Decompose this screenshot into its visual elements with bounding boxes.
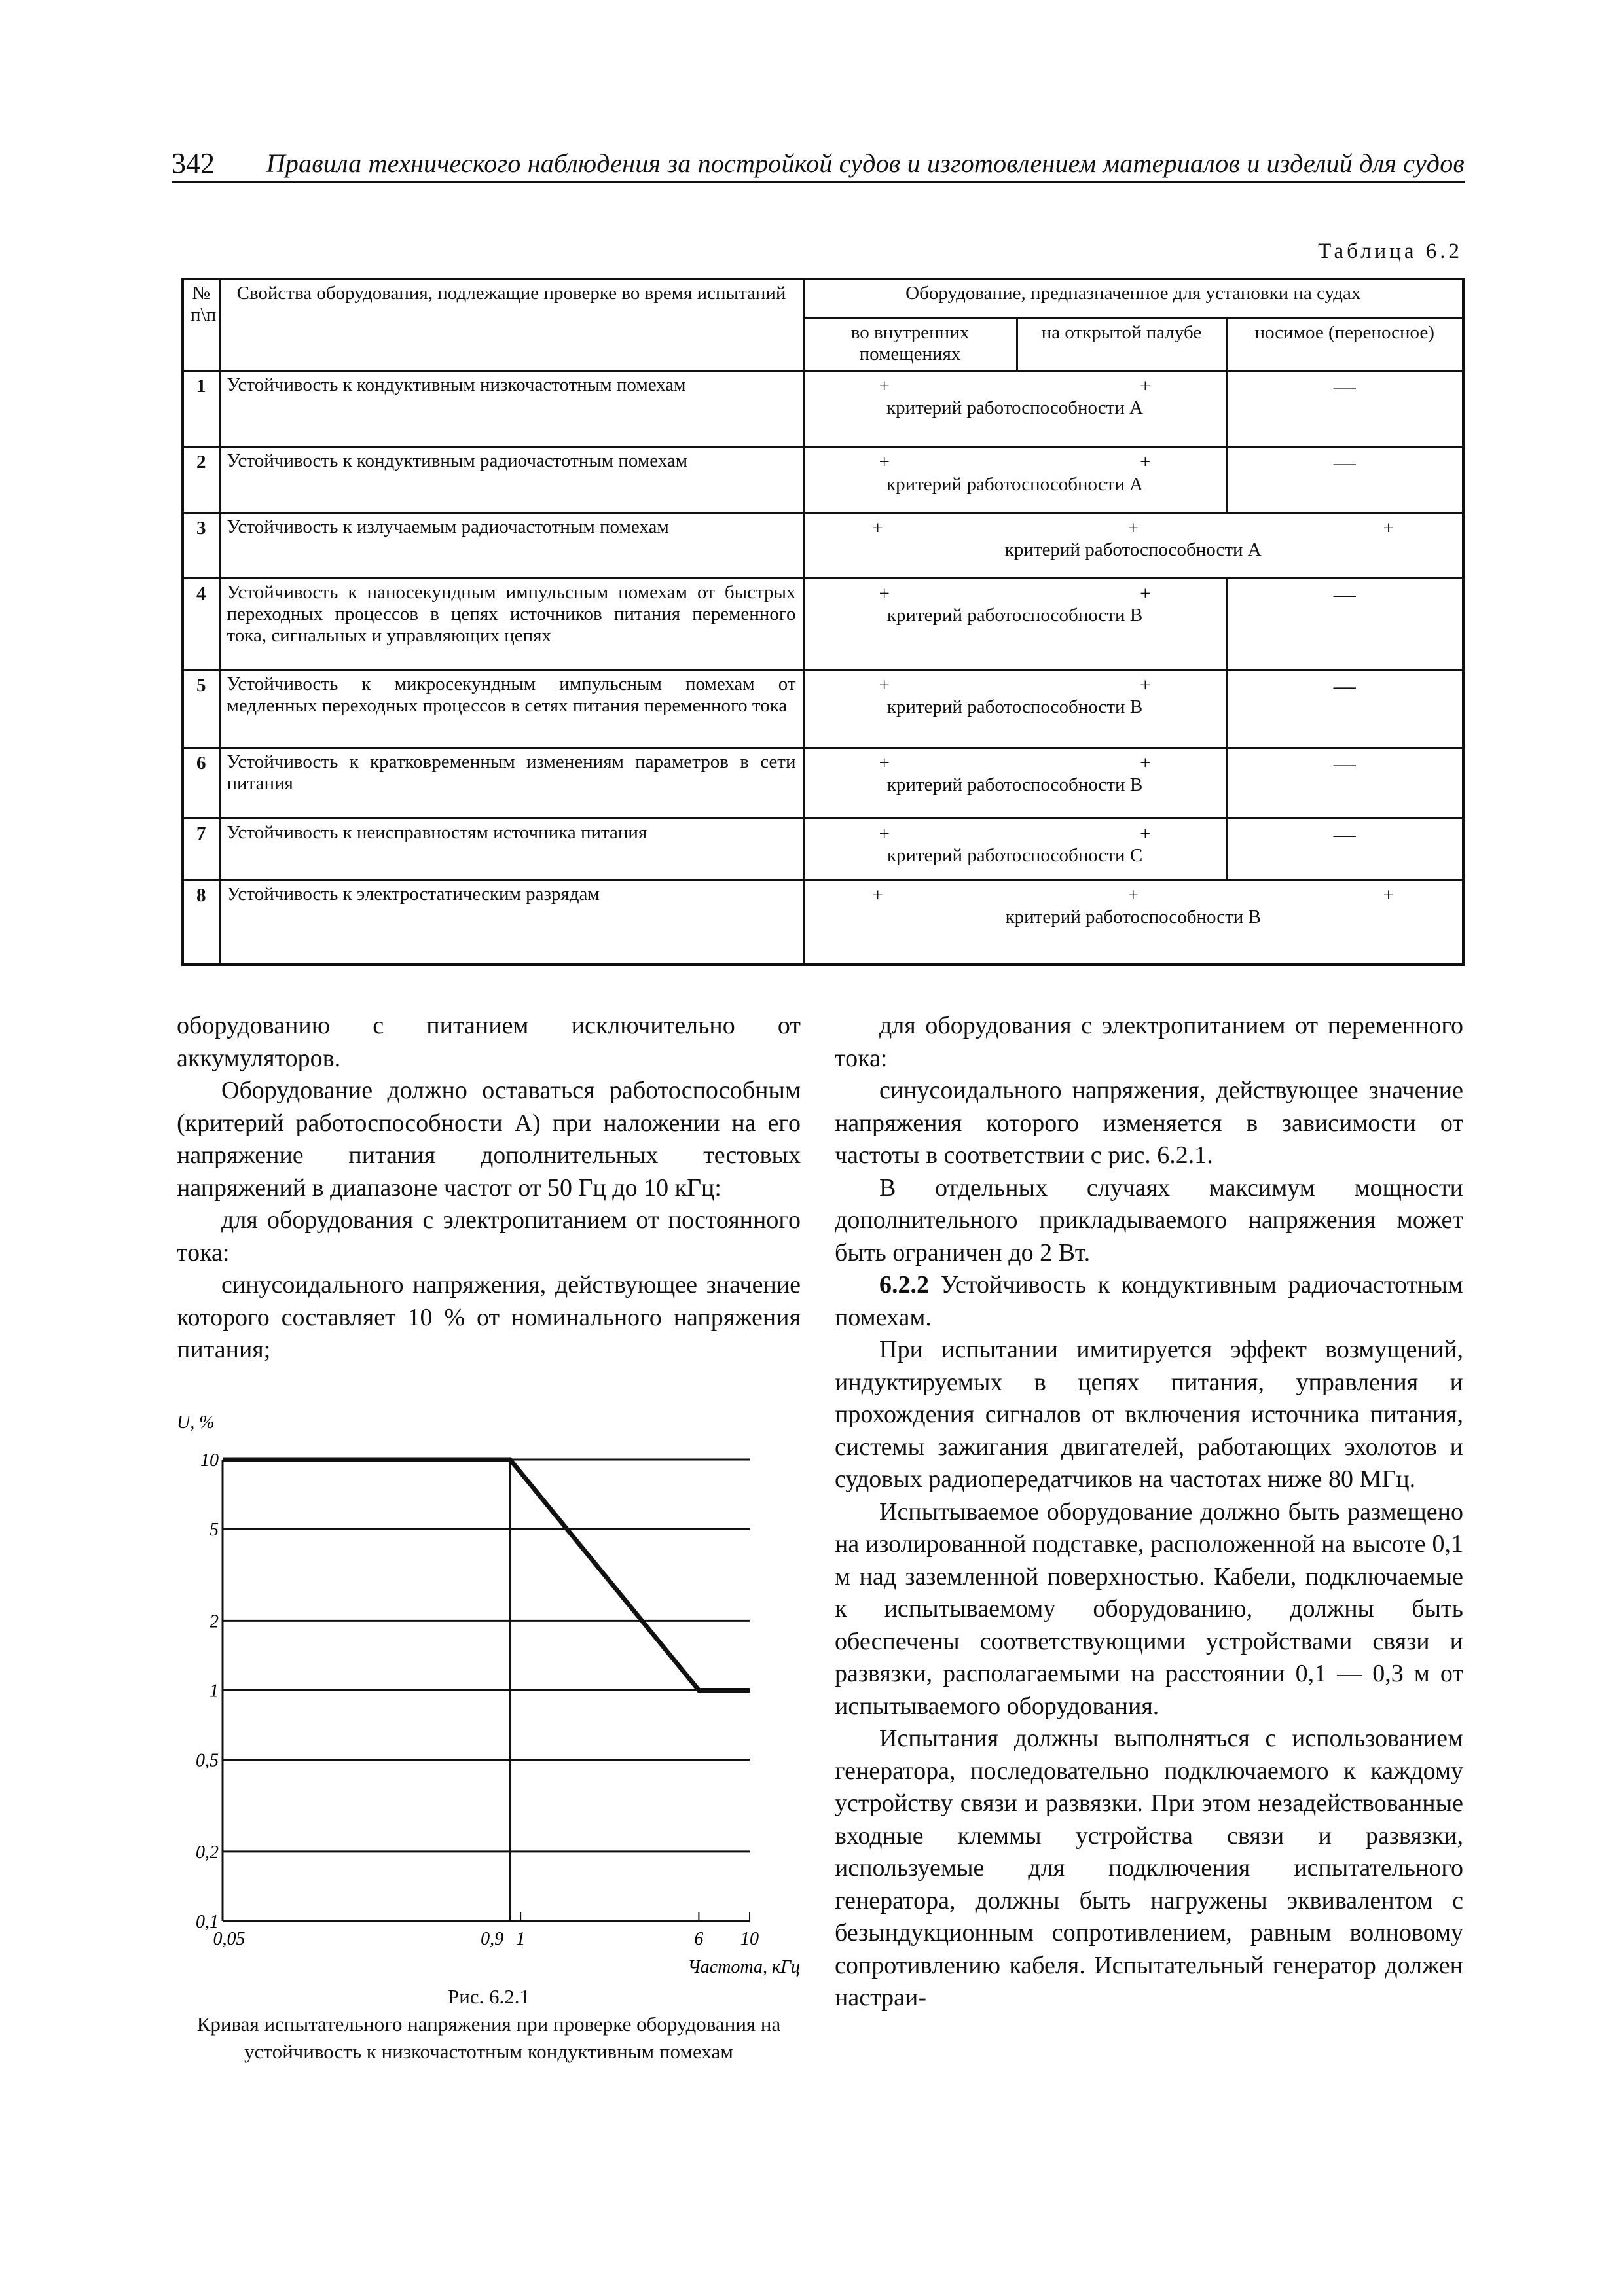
x-tick-label: 10 [740,1929,759,1949]
y-tick-label: 1 [210,1681,219,1702]
section-heading [835,1269,1463,1334]
mark-inside: + [879,452,890,473]
paragraph: Испытываемое оборудование должно быть размещено на изолированной подставке, расположенной на высоте 0,1 м над заземленной поверхностью. Кабели, подключаемые к испытываемому оборудованию, должны быть обеспечены соответствующими устройствами связи и развязки, располагаемыми на расстоянии 0,1 — 0,3 м от испытываемого оборудования. [835,1498,1463,1720]
row-number: 3 [183,512,219,578]
mark-inside: + [879,583,890,604]
y-tick-label: 0,1 [196,1912,219,1932]
mark-portable: — [1226,447,1463,512]
table-row [183,819,1463,880]
mark-deck: + [1140,452,1151,473]
paragraph: Испытания должны выполняться с использованием генератора, последовательно подключаемого к каждому устройству связи и развязки. При этом незадействованные входные клеммы устройства связи и развязки, используемые для подключения испытательного генератора, должны быть нагружены эквивалентом с безындукционным сопротивлением, равным волновому сопротивлению кабеля. Испытательный генератор должен настраи- [835,1725,1463,2011]
row-number: 6 [183,747,219,819]
paragraph: синусоидального напряжения, действующее значение напряжения которого изменяется в зависимости от частоты в соответствии с рис. 6.2.1. [835,1077,1463,1169]
paragraph: синусоидального напряжения, действующее значение которого составляет 10 % от номинального напряжения питания; [177,1271,801,1363]
mark-deck: + [1140,375,1151,397]
mark-portable: + [1383,517,1395,539]
test-voltage-chart [177,1401,805,1977]
table-row [183,747,1463,819]
x-tick-label: 1 [516,1929,526,1949]
x-tick-label: 0,05 [213,1929,246,1949]
row-number: 4 [183,578,219,670]
figure-caption [177,1983,801,2066]
row-criterion [803,447,1226,512]
table-row [183,880,1463,965]
row-property: Устойчивость к излучаемым радиочастотным помехам [219,512,803,578]
row-number: 1 [183,370,219,447]
row-number: 7 [183,819,219,880]
header-equipment: Оборудование, предназначенное для установки на судах [803,279,1463,318]
properties-table [181,278,1465,966]
running-title: Правила технического наблюдения за постройкой судов и изготовлением материалов и изделий для судов [266,149,1465,178]
left-column [177,1010,801,1367]
row-property: Устойчивость к наносекундным импульсным помехам от быстрых переходных процессов в цепях источников питания переменного тока, сигнальных и управляющих цепях [219,578,803,670]
row-number: 2 [183,447,219,512]
criterion-text: критерий работоспособности А [886,473,1143,495]
x-tick-label: 0,9 [481,1929,504,1949]
y-axis-label: U, % [177,1412,215,1433]
mark-deck: + [1140,823,1151,845]
paragraph: оборудованию с питанием исключительно от аккумуляторов. [177,1012,801,1072]
row-criterion [803,880,1463,965]
table-row [183,670,1463,747]
y-tick-label: 5 [210,1520,219,1541]
row-criterion [803,747,1226,819]
mark-deck: + [1140,752,1151,774]
mark-inside: + [872,885,883,906]
table-row [183,370,1463,447]
row-criterion [803,819,1226,880]
paragraph: В отдельных случаях максимум мощности дополнительного прикладываемого напряжения может быть ограничен до 2 Вт. [835,1174,1463,1266]
table-body [183,370,1463,965]
criterion-text: критерий работоспособности А [1004,539,1262,560]
mark-portable: — [1226,578,1463,670]
mark-deck: + [1140,583,1151,604]
header-properties: Свойства оборудования, подлежащие проверке во время испытаний [219,279,803,370]
mark-inside: + [879,375,890,397]
criterion-text: критерий работоспособности В [886,774,1143,795]
criterion-text: критерий работоспособности С [886,845,1143,867]
page-header [172,147,1465,183]
subheader-portable: носимое (переносное) [1226,318,1463,370]
x-axis-label: Частота, кГц [687,1957,800,1977]
row-property: Устойчивость к неисправностям источника питания [219,819,803,880]
table-row [183,578,1463,670]
row-criterion [803,578,1226,670]
subheader-deck: на открытой палубе [1017,318,1226,370]
row-property: Устойчивость к кондуктивным радиочастотным помехам [219,447,803,512]
mark-deck: + [1127,885,1139,906]
row-criterion [803,512,1463,578]
subheader-inside: во внутренних помещениях [803,318,1017,370]
row-number: 5 [183,670,219,747]
table-row [183,512,1463,578]
paragraph: Оборудование должно оставаться работоспособным (критерий работоспособности А) при наложении на его напряжение питания дополнительных тестовых напряжений в диапазоне частот от 50 Гц до 10 кГц: [177,1077,801,1202]
mark-deck: + [1140,674,1151,696]
row-property: Устойчивость к электростатическим разрядам [219,880,803,965]
mark-inside: + [879,674,890,696]
table-row [183,447,1463,512]
y-tick-label: 10 [200,1450,219,1471]
criterion-text: критерий работоспособности В [1005,906,1261,928]
row-criterion [803,370,1226,447]
figure-number: Рис. 6.2.1 [447,1985,530,2008]
criterion-text: критерий работоспособности А [886,397,1143,418]
row-property: Устойчивость к микросекундным импульсным помехам от медленных переходных процессов в сетях питания переменного тока [219,670,803,747]
mark-portable: — [1226,747,1463,819]
mark-inside: + [879,752,890,774]
x-tick-label: 6 [694,1929,704,1949]
row-number: 8 [183,880,219,965]
mark-portable: — [1226,370,1463,447]
row-property: Устойчивость к кондуктивным низкочастотным помехам [219,370,803,447]
y-tick-label: 0,5 [196,1750,219,1771]
paragraph: При испытании имитируется эффект возмущений, индуктируемых в цепях питания, управления и прохождения сигналов от включения источника питания, системы зажигания двигателей, работающих эхолотов и судовых радиопередатчиков на частотах ниже 80 МГц. [835,1336,1463,1493]
table-caption: Таблица 6.2 [1318,240,1463,263]
y-tick-label: 2 [210,1611,219,1632]
criterion-text: критерий работоспособности В [886,696,1143,717]
mark-inside: + [872,517,883,539]
mark-inside: + [879,823,890,845]
right-column [835,1010,1463,2015]
row-criterion [803,670,1226,747]
mark-portable: — [1226,670,1463,747]
mark-portable: + [1383,885,1395,906]
paragraph: для оборудования с электропитанием от переменного тока: [835,1012,1463,1072]
section-number: 6.2.2 [879,1271,929,1299]
paragraph: для оборудования с электропитанием от постоянного тока: [177,1206,801,1266]
header-num: № п\п [183,279,219,370]
y-tick-label: 0,2 [196,1842,219,1863]
figure-caption-text: Кривая испытательного напряжения при проверке оборудования на устойчивость к низкочастотным кондуктивным помехам [196,2013,781,2063]
row-property: Устойчивость к кратковременным изменениям параметров в сети питания [219,747,803,819]
mark-portable: — [1226,819,1463,880]
test-voltage-curve [223,1460,750,1691]
page-number: 342 [172,147,215,179]
mark-deck: + [1127,517,1139,539]
criterion-text: критерий работоспособности В [886,605,1143,626]
section-title: Устойчивость к кондуктивным радиочастотным помехам. [835,1271,1463,1331]
